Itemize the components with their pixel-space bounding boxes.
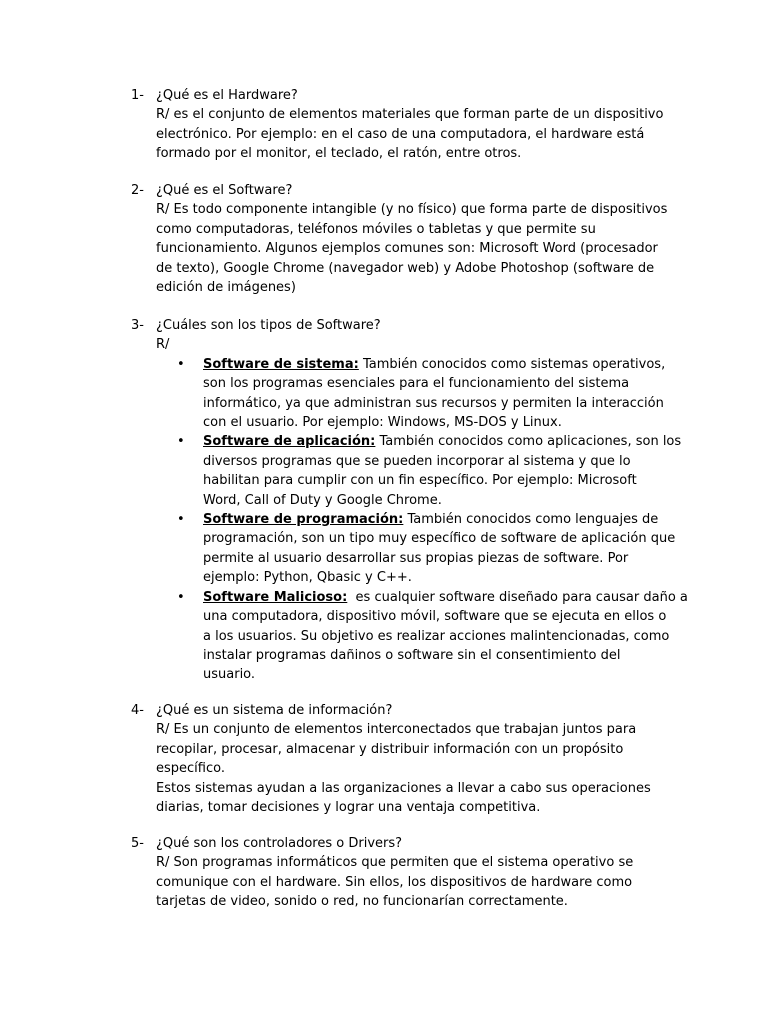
bullet-icon: • <box>177 512 185 528</box>
software-type-term: Software de aplicación: <box>203 434 376 450</box>
list-item-text: También conocidos como sistemas operativos, <box>358 356 666 372</box>
list-item <box>156 510 676 588</box>
list-item-line: Word, Call of Duty y Google Chrome. <box>203 492 442 508</box>
software-type-term: Software Malicioso: <box>203 589 348 605</box>
answer-line: de texto), Google Chrome (navegador web) y Adobe Photoshop (software de <box>156 260 655 276</box>
list-item-line: diversos programas que se pueden incorporar al sistema y que lo <box>203 453 631 469</box>
software-type-term: Software de programación: <box>203 512 404 528</box>
list-item-text: es cualquier software diseñado para causar daño a <box>347 589 688 605</box>
question-number: 1- <box>131 88 144 103</box>
question-number: 4- <box>131 703 144 718</box>
question-number: 3- <box>131 318 144 333</box>
answer-line: diarias, tomar decisiones y lograr una ventaja competitiva. <box>156 800 541 816</box>
list-item-line: informático, ya que administran sus recursos y permiten la interacción <box>203 395 664 411</box>
question-title: ¿Cuáles son los tipos de Software? <box>156 318 381 333</box>
question-4 <box>131 701 661 817</box>
answer-line: R/ Es todo componente intangible (y no físico) que forma parte de dispositivos <box>156 202 668 218</box>
list-item-line: programación, son un tipo muy específico de software de aplicación que <box>203 531 676 547</box>
question-body <box>156 181 668 297</box>
answer-line: R/ Son programas informáticos que permiten que el sistema operativo se <box>156 855 634 871</box>
list-item <box>156 432 682 510</box>
question-title: ¿Qué es el Hardware? <box>156 88 298 103</box>
question-number: 2- <box>131 183 144 198</box>
list-item-line: ejemplo: Python, Qbasic y C++. <box>203 570 412 586</box>
software-types-list <box>156 355 688 685</box>
answer-line: Estos sistemas ayudan a las organizaciones a llevar a cabo sus operaciones <box>156 780 651 796</box>
answer-line: comunique con el hardware. Sin ellos, los dispositivos de hardware como <box>156 874 633 890</box>
answer-line: edición de imágenes) <box>156 280 296 296</box>
answer-line: electrónico. Por ejemplo: en el caso de una computadora, el hardware está <box>156 126 645 142</box>
answer-intro: R/ <box>156 337 170 353</box>
question-2 <box>131 181 668 297</box>
bullet-icon: • <box>177 356 185 372</box>
list-item <box>156 588 688 685</box>
list-item <box>156 355 666 433</box>
answer-line: recopilar, procesar, almacenar y distribuir información con un propósito <box>156 741 624 757</box>
answer-line: funcionamiento. Algunos ejemplos comunes son: Microsoft Word (procesador <box>156 241 658 257</box>
list-item-line: son los programas esenciales para el funcionamiento del sistema <box>203 376 630 392</box>
bullet-icon: • <box>177 434 185 450</box>
answer-line: R/ es el conjunto de elementos materiales que forman parte de un dispositivo <box>156 107 664 123</box>
question-number: 5- <box>131 836 144 851</box>
question-title: ¿Qué es el Software? <box>156 183 293 198</box>
answer-line: R/ Es un conjunto de elementos interconectados que trabajan juntos para <box>156 722 637 738</box>
software-type-term: Software de sistema: <box>203 356 359 372</box>
list-item-line: instalar programas dañinos o software sin el consentimiento del <box>203 647 621 663</box>
question-body <box>156 316 688 685</box>
list-item-line: usuario. <box>203 667 256 683</box>
bullet-icon: • <box>177 589 185 605</box>
list-item-text: También conocidos como aplicaciones, son los <box>375 434 682 450</box>
question-title: ¿Qué es un sistema de información? <box>156 703 393 718</box>
question-title: ¿Qué son los controladores o Drivers? <box>156 836 403 851</box>
question-1 <box>131 86 664 164</box>
list-item-line: permite al usuario desarrollar sus propias piezas de software. Por <box>203 550 629 566</box>
answer-line: como computadoras, teléfonos móviles o tabletas y que permite su <box>156 221 596 237</box>
list-item-text: También conocidos como lenguajes de <box>403 512 659 528</box>
question-body <box>156 834 661 912</box>
list-item-line: habilitan para cumplir con un fin específico. Por ejemplo: Microsoft <box>203 473 637 489</box>
list-item-line: con el usuario. Por ejemplo: Windows, MS-DOS y Linux. <box>203 415 562 431</box>
answer-line: tarjetas de video, sonido o red, no funcionarían correctamente. <box>156 894 568 910</box>
list-item-line: a los usuarios. Su objetivo es realizar acciones malintencionadas, como <box>203 628 670 644</box>
list-item-line: una computadora, dispositivo móvil, software que se ejecuta en ellos o <box>203 609 667 625</box>
question-3 <box>131 316 688 685</box>
answer-line: formado por el monitor, el teclado, el ratón, entre otros. <box>156 146 522 162</box>
question-5 <box>131 834 661 912</box>
answer-line: específico. <box>156 761 225 777</box>
question-body <box>156 86 664 164</box>
question-body <box>156 701 661 817</box>
